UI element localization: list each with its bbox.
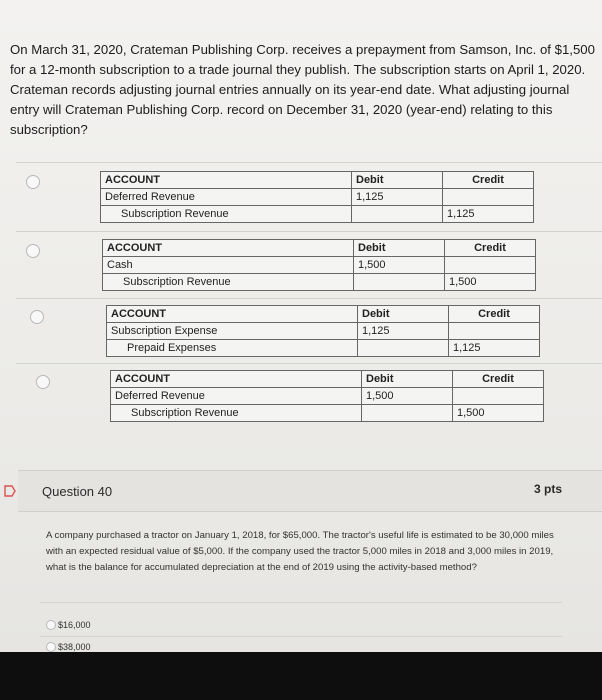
question-header xyxy=(18,470,602,512)
divider xyxy=(16,162,602,163)
debit-header: Debit xyxy=(362,371,453,388)
credit-amount xyxy=(443,189,534,206)
credit-header: Credit xyxy=(449,306,540,323)
divider xyxy=(16,231,602,232)
credit-account: Subscription Revenue xyxy=(101,206,352,223)
question-points: 3 pts xyxy=(533,482,562,496)
answer-label: $16,000 xyxy=(58,620,91,630)
debit-amount xyxy=(354,274,445,291)
credit-amount xyxy=(449,323,540,340)
debit-amount: 1,500 xyxy=(362,388,453,405)
credit-amount xyxy=(445,257,536,274)
debit-account: Deferred Revenue xyxy=(111,388,362,405)
debit-account: Deferred Revenue xyxy=(101,189,352,206)
credit-amount: 1,125 xyxy=(449,340,540,357)
screen-bottom-edge xyxy=(0,652,602,700)
credit-amount: 1,125 xyxy=(443,206,534,223)
radio-button[interactable] xyxy=(46,642,56,652)
journal-table xyxy=(102,239,536,291)
divider xyxy=(40,636,562,637)
debit-amount: 1,125 xyxy=(352,189,443,206)
debit-amount: 1,500 xyxy=(354,257,445,274)
credit-amount xyxy=(453,388,544,405)
answer-option[interactable] xyxy=(58,642,91,652)
account-header: ACCOUNT xyxy=(111,371,362,388)
question-text: On March 31, 2020, Crateman Publishing Corp. receives a prepayment from Samson, Inc. of $1,500 for a 12-month subscription to a trade journal they publish. The subscription starts on April 1, 2020. Crateman records adjusting journal entries annually on its year-end date. What adjusting journal entry will Crateman Publishing Corp. record on December 31, 2020 (year-end) relating to this subscription? xyxy=(10,42,595,137)
flag-question-icon[interactable] xyxy=(4,485,16,497)
answer-label: $38,000 xyxy=(58,642,91,652)
credit-header: Credit xyxy=(453,371,544,388)
answer-option[interactable] xyxy=(58,620,91,630)
debit-header: Debit xyxy=(354,240,445,257)
credit-account: Subscription Revenue xyxy=(111,405,362,422)
divider xyxy=(16,363,602,364)
divider xyxy=(16,298,602,299)
debit-amount xyxy=(352,206,443,223)
divider xyxy=(40,602,562,603)
radio-button[interactable] xyxy=(30,310,44,324)
question-title: Question 40 xyxy=(42,484,113,499)
debit-header: Debit xyxy=(352,172,443,189)
debit-account: Subscription Expense xyxy=(107,323,358,340)
credit-amount: 1,500 xyxy=(445,274,536,291)
radio-button[interactable] xyxy=(26,175,40,189)
credit-amount: 1,500 xyxy=(453,405,544,422)
account-header: ACCOUNT xyxy=(107,306,358,323)
credit-header: Credit xyxy=(445,240,536,257)
radio-button[interactable] xyxy=(26,244,40,258)
credit-header: Credit xyxy=(443,172,534,189)
debit-amount: 1,125 xyxy=(358,323,449,340)
radio-button[interactable] xyxy=(36,375,50,389)
journal-table xyxy=(106,305,540,357)
credit-account: Prepaid Expenses xyxy=(107,340,358,357)
account-header: ACCOUNT xyxy=(101,172,352,189)
account-header: ACCOUNT xyxy=(103,240,354,257)
debit-amount xyxy=(358,340,449,357)
journal-table xyxy=(100,171,534,223)
radio-button[interactable] xyxy=(46,620,56,630)
question-text: A company purchased a tractor on January 1, 2018, for $65,000. The tractor's useful life is estimated to be 30,000 miles with an expected residual value of $5,000. If the company used the tractor 5,000 miles in 2018 and 3,000 miles in 2019, what is the balance for accumulated depreciation at the end of 2019 using the activity-based method? xyxy=(46,530,554,573)
debit-amount xyxy=(362,405,453,422)
debit-account: Cash xyxy=(103,257,354,274)
journal-table xyxy=(110,370,544,422)
credit-account: Subscription Revenue xyxy=(103,274,354,291)
debit-header: Debit xyxy=(358,306,449,323)
